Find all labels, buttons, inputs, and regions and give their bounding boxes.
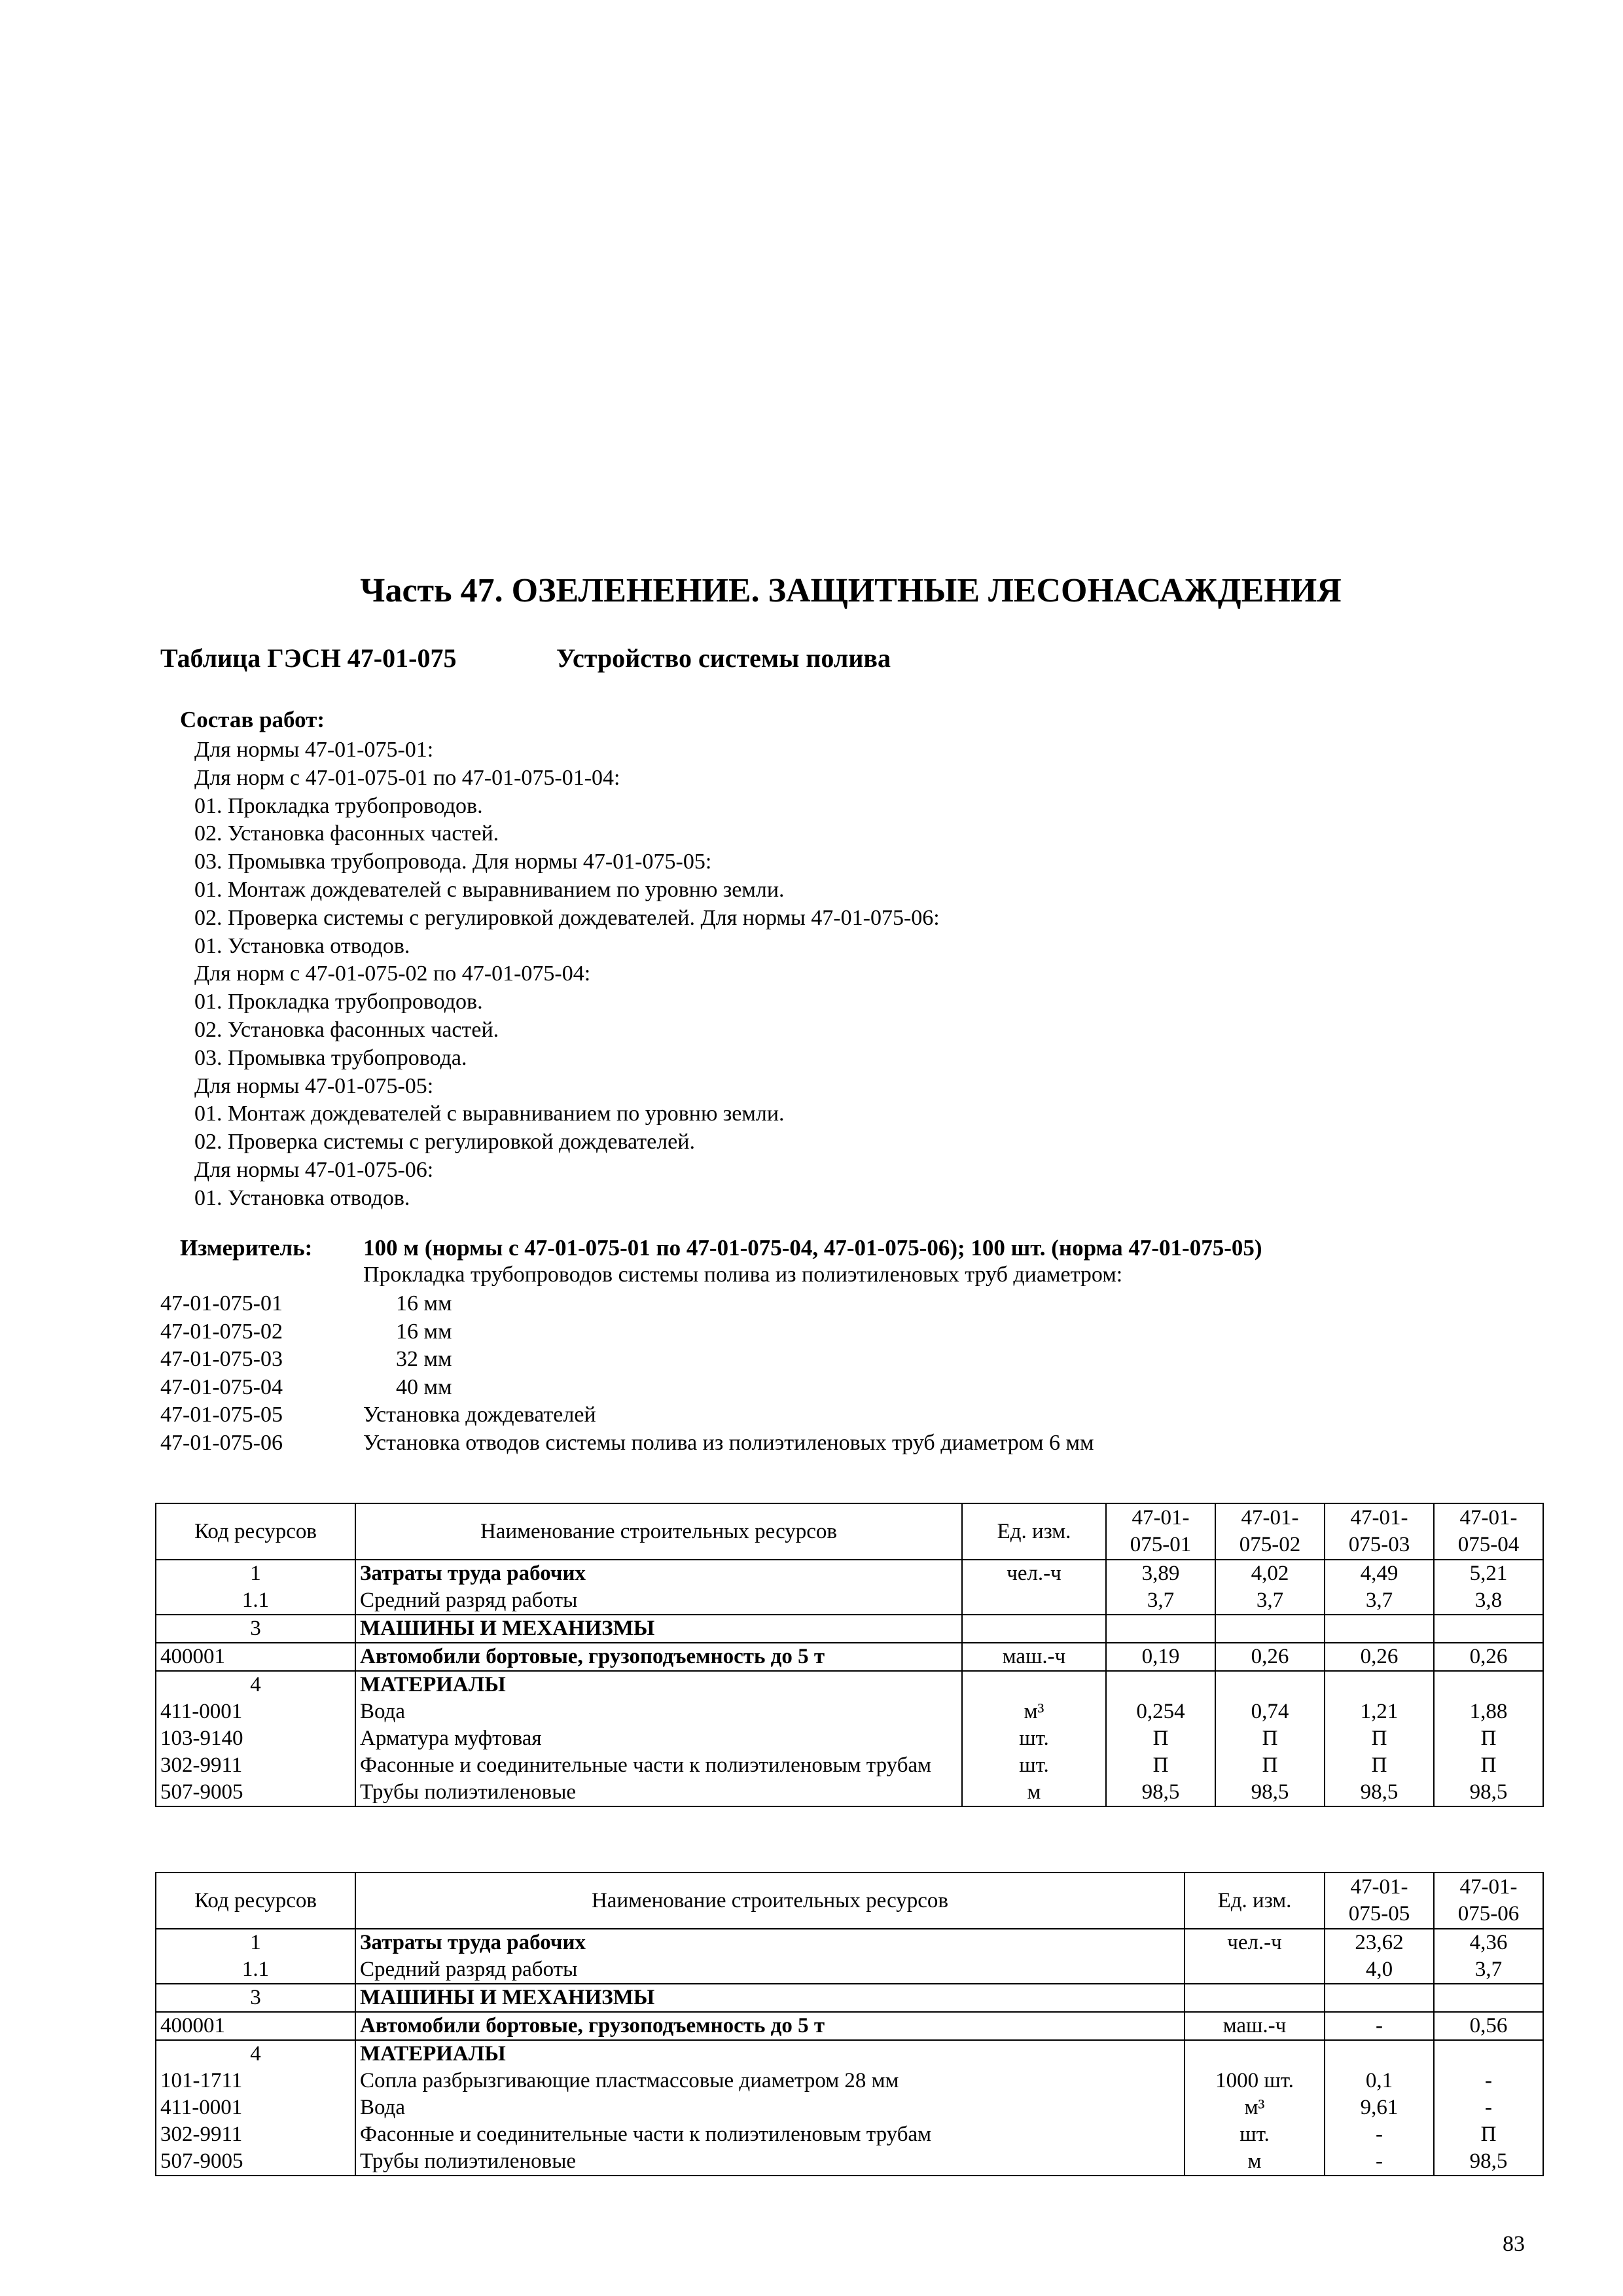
resource-code: 1.1 <box>156 1956 355 1984</box>
resource-code: 3 <box>156 1984 355 2012</box>
resource-unit <box>1185 1956 1325 1984</box>
norm-name: Установка отводов системы полива из полиэтиленовых труб диаметром 6 мм <box>363 1430 1094 1455</box>
norm-code: 47-01-075-02 <box>160 1319 283 1344</box>
resource-value <box>1434 1671 1543 1698</box>
resource-value: 98,5 <box>1215 1779 1325 1806</box>
header-norm: 47-01- 075-01 <box>1106 1503 1215 1560</box>
resource-table-1 <box>155 1503 1544 1807</box>
resource-table-2 <box>155 1872 1544 2176</box>
resource-unit <box>1185 1984 1325 2012</box>
table-row <box>156 1956 1543 1984</box>
table-row <box>156 1725 1543 1752</box>
resource-value: 3,7 <box>1215 1587 1325 1615</box>
resource-value <box>1106 1671 1215 1698</box>
work-item: Для норм с 47-01-075-01 по 47-01-075-01-04: <box>194 765 620 790</box>
works-list <box>194 736 940 1213</box>
resource-code: 400001 <box>156 2012 355 2040</box>
header-norm: 47-01- 075-05 <box>1325 1873 1434 1929</box>
resource-code: 4 <box>156 2040 355 2068</box>
resource-code: 411-0001 <box>156 1698 355 1725</box>
resource-name: Средний разряд работы <box>355 1587 962 1615</box>
resource-value: 0,26 <box>1434 1643 1543 1671</box>
header-code: Код ресурсов <box>156 1873 355 1929</box>
table-row <box>156 2068 1543 2094</box>
resource-value: 3,7 <box>1325 1587 1434 1615</box>
resource-name: Затраты труда рабочих <box>355 1560 962 1587</box>
resource-name: Сопла разбрызгивающие пластмассовые диаметром 28 мм <box>355 2068 1185 2094</box>
resource-value: П <box>1215 1752 1325 1779</box>
resource-value: 4,02 <box>1215 1560 1325 1587</box>
norm-name: 16 мм <box>396 1319 452 1344</box>
measure-label: Измеритель: <box>180 1235 313 1261</box>
header-norm: 47-01- 075-06 <box>1434 1873 1543 1929</box>
header-unit: Ед. изм. <box>962 1503 1106 1560</box>
work-item: 03. Промывка трубопровода. <box>194 1045 467 1070</box>
resource-value: 4,49 <box>1325 1560 1434 1587</box>
resource-value: П <box>1325 1752 1434 1779</box>
resource-value: 0,26 <box>1215 1643 1325 1671</box>
norm-name: 32 мм <box>396 1347 452 1371</box>
table-row <box>156 1587 1543 1615</box>
resource-value: 1,88 <box>1434 1698 1543 1725</box>
table-row <box>156 1752 1543 1779</box>
part-title: Часть 47. ОЗЕЛЕНЕНИЕ. ЗАЩИТНЫЕ ЛЕСОНАСАЖДЕНИЯ <box>360 572 1342 609</box>
resource-value: 0,74 <box>1215 1698 1325 1725</box>
header-code: Код ресурсов <box>156 1503 355 1560</box>
resource-name: Вода <box>355 2094 1185 2121</box>
work-item: Для нормы 47-01-075-05: <box>194 1073 434 1098</box>
resource-unit: м³ <box>962 1698 1106 1725</box>
resource-code: 507-9005 <box>156 1779 355 1806</box>
resource-value: 0,26 <box>1325 1643 1434 1671</box>
resource-value <box>1434 1984 1543 2012</box>
resource-value: 98,5 <box>1434 1779 1543 1806</box>
table-name: Устройство системы полива <box>556 643 891 673</box>
resource-code: 103-9140 <box>156 1725 355 1752</box>
norms-description: Прокладка трубопроводов системы полива из полиэтиленовых труб диаметром: <box>363 1263 1123 1287</box>
work-item: 01. Прокладка трубопроводов. <box>194 793 483 818</box>
resource-name: Фасонные и соединительные части к полиэтиленовым трубам <box>355 2121 1185 2148</box>
resource-name: МАШИНЫ И МЕХАНИЗМЫ <box>355 1984 1185 2012</box>
resource-code: 1 <box>156 1929 355 1956</box>
resource-value: - <box>1434 2068 1543 2094</box>
header-unit: Ед. изм. <box>1185 1873 1325 1929</box>
resource-unit <box>962 1671 1106 1698</box>
work-item: Для нормы 47-01-075-01: <box>194 738 434 762</box>
resource-value: 3,7 <box>1106 1587 1215 1615</box>
resource-value: 4,0 <box>1325 1956 1434 1984</box>
resource-name: МАШИНЫ И МЕХАНИЗМЫ <box>355 1615 962 1643</box>
resource-unit: шт. <box>1185 2121 1325 2148</box>
resource-value: 3,7 <box>1434 1956 1543 1984</box>
norm-name: Установка дождевателей <box>363 1403 596 1427</box>
work-item: 01. Установка отводов. <box>194 933 410 958</box>
resource-unit: чел.-ч <box>1185 1929 1325 1956</box>
resource-name: Арматура муфтовая <box>355 1725 962 1752</box>
resource-code: 101-1711 <box>156 2068 355 2094</box>
resource-value: П <box>1106 1752 1215 1779</box>
table-row <box>156 1984 1543 2012</box>
resource-name: МАТЕРИАЛЫ <box>355 1671 962 1698</box>
table-row <box>156 1698 1543 1725</box>
resource-value: - <box>1325 2121 1434 2148</box>
work-item: 02. Проверка системы с регулировкой дождевателей. <box>194 1130 695 1155</box>
table-row <box>156 1643 1543 1671</box>
resource-value <box>1106 1615 1215 1643</box>
resource-value <box>1215 1671 1325 1698</box>
resource-unit: маш.-ч <box>1185 2012 1325 2040</box>
resource-value <box>1325 1615 1434 1643</box>
resource-value <box>1434 1615 1543 1643</box>
norm-code: 47-01-075-03 <box>160 1347 283 1371</box>
resource-name: Средний разряд работы <box>355 1956 1185 1984</box>
resource-code: 1 <box>156 1560 355 1587</box>
table-row <box>156 1615 1543 1643</box>
resource-value: 9,61 <box>1325 2094 1434 2121</box>
resource-code: 1.1 <box>156 1587 355 1615</box>
resource-value: 98,5 <box>1325 1779 1434 1806</box>
resource-value: 5,21 <box>1434 1560 1543 1587</box>
resource-value <box>1325 1984 1434 2012</box>
resource-value: П <box>1434 1752 1543 1779</box>
resource-code: 4 <box>156 1671 355 1698</box>
resource-value: 98,5 <box>1106 1779 1215 1806</box>
resource-value <box>1325 2040 1434 2068</box>
work-item: 02. Установка фасонных частей. <box>194 821 499 846</box>
work-item: 03. Промывка трубопровода. Для нормы 47-01-075-05: <box>194 850 712 874</box>
work-item: 02. Установка фасонных частей. <box>194 1017 499 1042</box>
table-row <box>156 2148 1543 2176</box>
work-item: 01. Установка отводов. <box>194 1185 410 1210</box>
table-row <box>156 2121 1543 2148</box>
work-item: Для норм с 47-01-075-02 по 47-01-075-04: <box>194 961 591 986</box>
work-item: 01. Монтаж дождевателей с выравниванием по уровню земли. <box>194 1102 785 1126</box>
resource-code: 411-0001 <box>156 2094 355 2121</box>
table-row <box>156 1779 1543 1806</box>
resource-value: П <box>1106 1725 1215 1752</box>
resource-unit: м <box>1185 2148 1325 2176</box>
table-heading <box>160 643 891 673</box>
work-item: 01. Прокладка трубопроводов. <box>194 990 483 1014</box>
resource-unit <box>962 1587 1106 1615</box>
resource-unit <box>962 1615 1106 1643</box>
resource-value: 23,62 <box>1325 1929 1434 1956</box>
resource-name: Автомобили бортовые, грузоподъемность до 5 т <box>355 2012 1185 2040</box>
resource-name: МАТЕРИАЛЫ <box>355 2040 1185 2068</box>
resource-value: 0,56 <box>1434 2012 1543 2040</box>
resource-code: 400001 <box>156 1643 355 1671</box>
resource-code: 507-9005 <box>156 2148 355 2176</box>
header-norm: 47-01- 075-02 <box>1215 1503 1325 1560</box>
resource-value: 3,89 <box>1106 1560 1215 1587</box>
table-row <box>156 2040 1543 2068</box>
norm-code: 47-01-075-01 <box>160 1291 283 1316</box>
resource-name: Фасонные и соединительные части к полиэтиленовым трубам <box>355 1752 962 1779</box>
resource-unit: 1000 шт. <box>1185 2068 1325 2094</box>
table-id: Таблица ГЭСН 47-01-075 <box>160 643 457 673</box>
resource-name: Затраты труда рабочих <box>355 1929 1185 1956</box>
resource-value: П <box>1434 1725 1543 1752</box>
table-row <box>156 1560 1543 1587</box>
resource-name: Автомобили бортовые, грузоподъемность до 5 т <box>355 1643 962 1671</box>
work-item: Для нормы 47-01-075-06: <box>194 1157 434 1182</box>
table-row <box>156 2094 1543 2121</box>
work-item: 01. Монтаж дождевателей с выравниванием по уровню земли. <box>194 877 785 902</box>
norm-code: 47-01-075-06 <box>160 1430 283 1455</box>
resource-value: 0,19 <box>1106 1643 1215 1671</box>
resource-unit: маш.-ч <box>962 1643 1106 1671</box>
table-row <box>156 1929 1543 1956</box>
resource-code: 3 <box>156 1615 355 1643</box>
norm-code: 47-01-075-04 <box>160 1374 283 1399</box>
resource-value: - <box>1325 2148 1434 2176</box>
header-norm: 47-01- 075-04 <box>1434 1503 1543 1560</box>
resource-value: П <box>1434 2121 1543 2148</box>
resource-unit: шт. <box>962 1752 1106 1779</box>
header-norm: 47-01- 075-03 <box>1325 1503 1434 1560</box>
work-item: 02. Проверка системы с регулировкой дождевателей. Для нормы 47-01-075-06: <box>194 905 940 930</box>
norm-name: 16 мм <box>396 1291 452 1316</box>
resource-unit: м³ <box>1185 2094 1325 2121</box>
resource-value: 0,254 <box>1106 1698 1215 1725</box>
resource-value: - <box>1434 2094 1543 2121</box>
resource-value <box>1325 1671 1434 1698</box>
resource-name: Трубы полиэтиленовые <box>355 1779 962 1806</box>
resource-value: 1,21 <box>1325 1698 1434 1725</box>
page-number: 83 <box>1503 2232 1525 2256</box>
resource-unit: шт. <box>962 1725 1106 1752</box>
resource-code: 302-9911 <box>156 2121 355 2148</box>
resource-name: Трубы полиэтиленовые <box>355 2148 1185 2176</box>
resource-value: П <box>1325 1725 1434 1752</box>
measure-value: 100 м (нормы с 47-01-075-01 по 47-01-075-04, 47-01-075-06); 100 шт. (норма 47-01-075-05) <box>363 1235 1262 1261</box>
works-label: Состав работ: <box>180 707 325 732</box>
resource-value <box>1434 2040 1543 2068</box>
resource-value: 98,5 <box>1434 2148 1543 2176</box>
resource-value: П <box>1215 1725 1325 1752</box>
table-row <box>156 2012 1543 2040</box>
resource-name: Вода <box>355 1698 962 1725</box>
resource-unit: чел.-ч <box>962 1560 1106 1587</box>
header-name: Наименование строительных ресурсов <box>355 1873 1185 1929</box>
header-name: Наименование строительных ресурсов <box>355 1503 962 1560</box>
resource-unit <box>1185 2040 1325 2068</box>
resource-unit: м <box>962 1779 1106 1806</box>
norm-code: 47-01-075-05 <box>160 1403 283 1427</box>
resource-value: 0,1 <box>1325 2068 1434 2094</box>
table-row <box>156 1671 1543 1698</box>
resource-value <box>1215 1615 1325 1643</box>
resource-value: - <box>1325 2012 1434 2040</box>
resource-code: 302-9911 <box>156 1752 355 1779</box>
resource-value: 3,8 <box>1434 1587 1543 1615</box>
resource-value: 4,36 <box>1434 1929 1543 1956</box>
norm-name: 40 мм <box>396 1374 452 1399</box>
